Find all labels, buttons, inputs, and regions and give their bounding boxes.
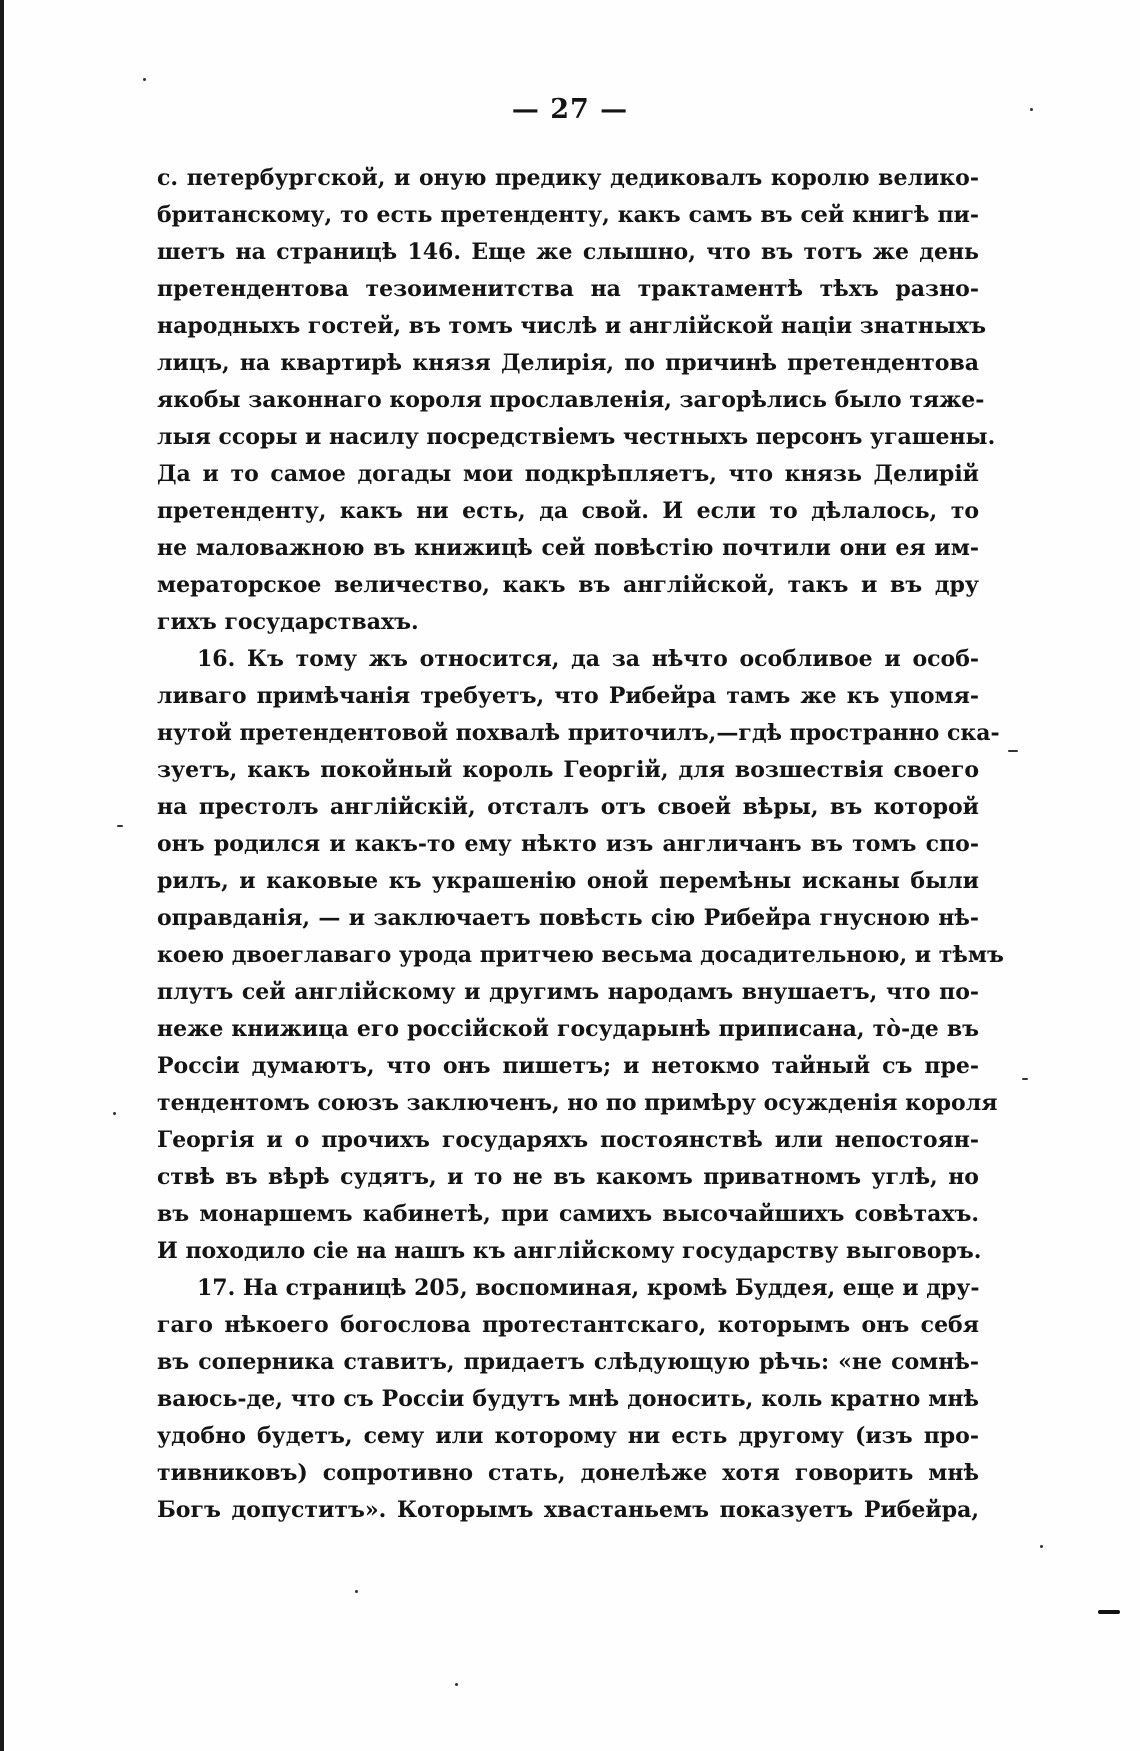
text-line: не маловажною въ книжицѣ сей повѣстію почтили они ея им- (157, 535, 979, 561)
text-line: якобы законнаго короля прославленія, загорѣлись было тяже- (157, 387, 985, 413)
text-line: на престолъ англійскій, отсталъ отъ своей вѣры, въ которой (157, 794, 979, 820)
text-line: Георгія и о прочихъ государяхъ постоянствѣ или непостоян- (157, 1127, 979, 1153)
text-line: мераторское величество, какъ въ англійской, такъ и въ дру (157, 572, 979, 598)
text-line: плутъ сей англійскому и другимъ народамъ внушаетъ, что по- (157, 979, 979, 1005)
paragraph-17-start: 17. На страницѣ 205, воспоминая, кромѣ Буддея, еще и дру- (197, 1275, 980, 1301)
text-line: с. петербургской, и оную предику дедиковалъ королю велико- (157, 165, 979, 191)
scan-speck (117, 825, 123, 827)
text-line: Богъ допуститъ». Которымъ хвастаньемъ показуетъ Рибейра, (157, 1497, 979, 1523)
text-line: удобно будетъ, сему или которому ни есть другому (изъ про- (157, 1423, 979, 1449)
text-line: претенденту, какъ ни есть, да свой. И если то дѣлалось, то (157, 498, 979, 524)
text-line: ствѣ въ вѣрѣ судятъ, и то не въ какомъ приватномъ углѣ, но (157, 1164, 979, 1190)
text-line: Да и то самое догады мои подкрѣпляетъ, что князь Делирій (157, 461, 979, 487)
text-line: коею двоеглаваго урода притчею весьма досадительною, и тѣмъ (157, 942, 1004, 968)
text-line: ваюсь-де, что съ Россіи будутъ мнѣ доносить, коль кратно мнѣ (157, 1386, 979, 1412)
text-line: народныхъ гостей, въ томъ числѣ и англійской націи знатныхъ (157, 313, 986, 339)
text-line: шетъ на страницѣ 146. Еще же слышно, что въ тотъ же день (157, 239, 979, 265)
scan-speck (1022, 1078, 1028, 1080)
paragraph-16-start: 16. Къ тому жъ относится, да за нѣчто особливое и особ- (197, 646, 979, 672)
text-line: Россіи думаютъ, что онъ пишетъ; и нетокмо тайный съ пре- (157, 1053, 979, 1079)
scan-speck (143, 78, 146, 81)
scan-speck (113, 1112, 116, 1115)
text-line: лицъ, на квартирѣ князя Делирія, по причинѣ претендентова (157, 350, 979, 376)
body-text (157, 160, 1004, 1529)
text-line: гаго нѣкоего богослова протестантскаго, которымъ онъ себя (157, 1312, 979, 1338)
text-line: оправданія, — и заключаетъ повѣсть сію Рибейра гнусною нѣ- (157, 905, 979, 931)
scan-speck (1098, 1610, 1120, 1614)
text-line: нутой претендентовой похвалѣ приточилъ,—гдѣ пространно ска- (157, 720, 1000, 746)
page-binding-edge (0, 0, 4, 1751)
scan-speck (355, 1590, 358, 1593)
text-line: лыя ссоры и насилу посредствіемъ честныхъ персонъ угашены. (157, 424, 996, 450)
text-line: претендентова тезоименитства на трактаментѣ тѣхъ разно- (157, 276, 979, 302)
text-line: рилъ, и каковые къ украшенію оной перемѣны исканы были (157, 868, 979, 894)
text-line: въ соперника ставитъ, придаетъ слѣдующую рѣчь: «не сомнѣ- (157, 1349, 979, 1375)
text-line: ливаго примѣчанія требуетъ, что Рибейра тамъ же къ упомя- (157, 683, 979, 709)
text-line: зуетъ, какъ покойный король Георгій, для возшествія своего (157, 757, 979, 783)
text-line: гихъ государствахъ. (157, 609, 419, 635)
page-number: — 27 — (511, 94, 629, 125)
scan-speck (1008, 750, 1018, 752)
text-line: И походило сіе на нашъ къ англійскому государству выговоръ. (157, 1238, 982, 1264)
scan-speck (1030, 108, 1033, 111)
scan-speck (455, 1683, 458, 1686)
scan-speck (1040, 1545, 1043, 1548)
text-line: британскому, то есть претенденту, какъ самъ въ сей книгѣ пи- (157, 202, 979, 228)
text-line: тивниковъ) сопротивно стать, донелѣже хотя говорить мнѣ (157, 1460, 979, 1486)
text-line: въ монаршемъ кабинетѣ, при самихъ высочайшихъ совѣтахъ. (157, 1201, 979, 1227)
text-line: тендентомъ союзъ заключенъ, но по примѣру осужденія короля (157, 1090, 998, 1116)
text-line: неже книжица его россійской государынѣ приписана, тò-де въ (157, 1016, 979, 1042)
text-line: онъ родился и какъ-то ему нѣкто изъ англичанъ въ томъ спо- (157, 831, 979, 857)
